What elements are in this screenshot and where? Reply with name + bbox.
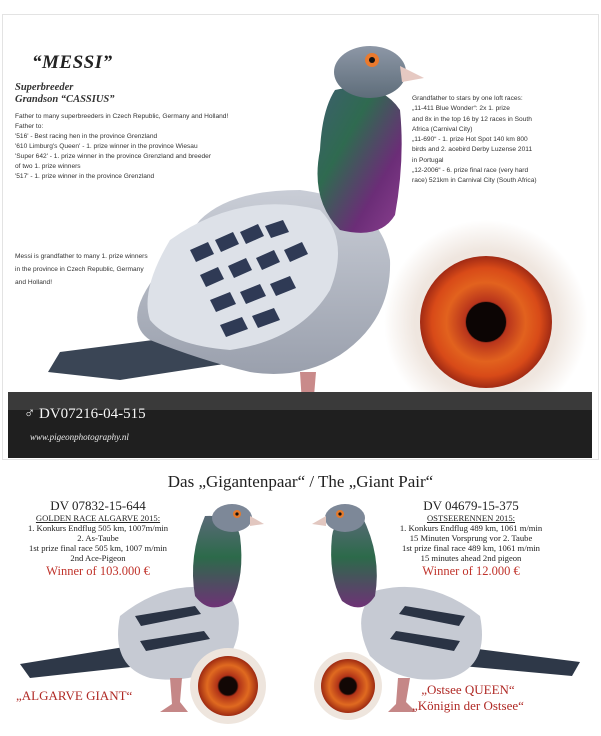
desc-line: 'Super 642' - 1. prize winner in the province Grenzland and breeder: [15, 153, 212, 160]
desc-line: of two 1. prize winners: [15, 163, 81, 170]
subtitle-line: Superbreeder: [15, 82, 74, 93]
desc-line: in Portugal: [412, 156, 444, 164]
ring-number: DV 07832-15-644: [50, 498, 146, 513]
desc-line: race) 521km in Carnival City (South Africa): [412, 177, 537, 185]
note-line: Messi is grandfather to many 1. prize winners: [15, 253, 148, 260]
website-link: www.pigeonphotography.nl: [30, 432, 129, 442]
result-line: 15 Minuten Vorsprung vor 2. Taube: [409, 533, 533, 543]
desc-line: '516' - Best racing hen in the province Grenzland: [15, 133, 158, 140]
note-line: and Holland!: [15, 279, 53, 286]
desc-line: birds and 2. acebird Derby Luzense 2011: [412, 146, 533, 154]
nickname-line: „Königin der Ostsee“: [412, 698, 524, 713]
left-pigeon-info: [8, 498, 188, 580]
desc-line: Africa (Carnival City): [412, 125, 473, 133]
right-pigeon-info: [376, 498, 566, 580]
nickname-line: „Ostsee QUEEN“: [421, 682, 515, 697]
race-title: OSTSEERENNEN 2015:: [426, 513, 516, 523]
grandfather-note: [15, 250, 235, 289]
result-line: 1st prize final race 489 km, 1061 m/min: [402, 543, 540, 553]
subtitle-block: [15, 82, 115, 106]
result-line: 2. As-Taube: [77, 533, 119, 543]
grandchildren-description: [412, 94, 582, 187]
desc-line: '610 Limburg's Queen' - 1. prize winner in the province Wiesau: [15, 143, 198, 150]
note-line: in the province in Czech Republic, Germany: [15, 266, 144, 273]
desc-line: '517' - 1. prize winner in the province Grenzland: [15, 173, 155, 180]
result-line: 2nd Ace-Pigeon: [70, 553, 126, 563]
result-line: 1st prize final race 505 km, 1007 m/min: [29, 543, 167, 553]
desc-line: and 8x in the top 16 by 12 races in South: [412, 115, 532, 123]
desc-line: Father to:: [15, 123, 44, 130]
pigeon-name-title: “MESSI”: [32, 52, 113, 73]
desc-line: Father to many superbreeders in Czech Republic, Germany and Holland!: [15, 113, 229, 120]
desc-line: „12-2006“ - 6. prize final race (very hard: [412, 167, 529, 175]
result-line: 15 minutes ahead 2nd pigeon: [420, 553, 522, 563]
desc-line: „11-411 Blue Wonder“: 2x 1. prize: [412, 105, 510, 113]
pigeon-neck: [318, 88, 402, 233]
subtitle-line: Grandson “CASSIUS”: [15, 94, 115, 105]
result-line: 1. Konkurs Endflug 505 km, 1007m/min: [27, 523, 169, 533]
race-title: GOLDEN RACE ALGARVE 2015:: [35, 513, 161, 523]
offspring-description: [15, 112, 285, 182]
result-line: 1. Konkurs Endflug 489 km, 1061 m/min: [399, 523, 543, 533]
winner-amount: Winner of 12.000 €: [422, 564, 520, 578]
ring-number: ♂ DV07216-04-515: [24, 406, 146, 422]
desc-line: Grandfather to stars by one loft races:: [412, 95, 523, 102]
giant-pair-title: Das „Gigantenpaar“ / The „Giant Pair“: [167, 472, 434, 491]
desc-line: „11-690“ - 1. prize Hot Spot 140 km 800: [412, 136, 528, 144]
winner-amount: Winner of 103.000 €: [46, 564, 150, 578]
pigeon-beak: [400, 66, 424, 82]
right-nickname: [412, 682, 524, 714]
left-nickname: „ALGARVE GIANT“: [16, 688, 133, 703]
ring-number: DV 04679-15-375: [423, 498, 519, 513]
